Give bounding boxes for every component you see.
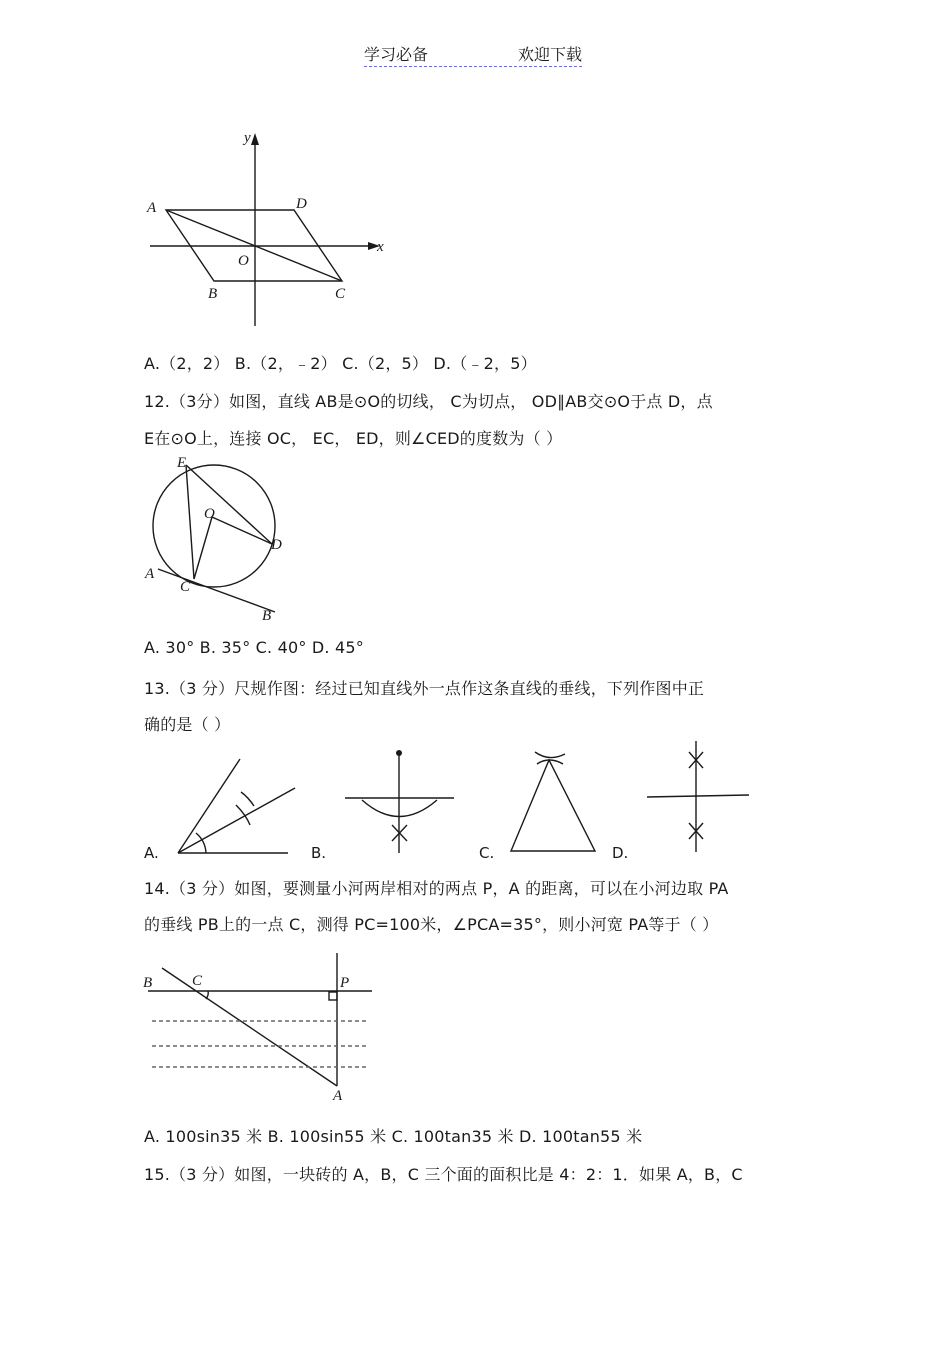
q14-label-p: P [340,975,350,991]
q11-label-a: A [147,200,157,216]
q13-option-a[interactable]: A. [144,844,159,862]
q12-label-a: A [145,566,155,582]
q11-options: A.（2，2） B.（2，﹣2） C.（2，5） D.（﹣2，5） [144,354,537,373]
q14-label-b: B [143,975,153,991]
q13-option-c[interactable]: C. [479,844,495,862]
q12-label-e: E [177,455,187,471]
q11-label-d: D [296,196,307,212]
q13-figure-c [505,748,600,858]
q13-figure-b [342,745,457,857]
q12-label-o: O [204,506,215,522]
header-right: 欢迎下载 [517,45,582,64]
q15-text-line1: 15.（3 分）如图，一块砖的 A，B，C 三个面的面积比是 4：2：1．如果 A，B，C [144,1165,743,1184]
q14-figure [140,948,380,1108]
q12-label-d: D [271,537,282,553]
q13-text-line2: 确的是（ ） [144,715,231,734]
q13-figure-a [170,755,300,860]
q14-label-a: A [333,1088,343,1104]
q14-text-line2: 的垂线 PB上的一点 C，测得 PC=100米，∠PCA=35°，则小河宽 PA等于（ ） [144,915,719,934]
q13-figure-d [643,738,753,858]
header-left: 学习必备 [364,45,429,64]
q14-label-c: C [192,973,203,989]
q13-option-d[interactable]: D. [612,844,629,862]
page-header [364,42,582,67]
q11-label-o: O [238,253,249,269]
q11-label-y: y [244,130,251,146]
q12-options: A. 30° B. 35° C. 40° D. 45° [144,638,364,657]
q13-option-b[interactable]: B. [311,844,327,862]
q12-figure [140,452,300,627]
q11-label-b: B [208,286,218,302]
q11-label-x: x [377,239,384,255]
q11-label-c: C [335,286,346,302]
q12-label-b: B [262,608,272,624]
q14-text-line1: 14.（3 分）如图，要测量小河两岸相对的两点 P，A 的距离，可以在小河边取 PA [144,879,729,898]
q12-label-c: C [180,579,191,595]
q12-text-line1: 12.（3分）如图，直线 AB是⊙O的切线， C为切点， OD∥AB交⊙O于点 D，点 [144,392,713,411]
q11-figure [140,128,390,333]
q13-text-line1: 13.（3 分）尺规作图：经过已知直线外一点作这条直线的垂线，下列作图中正 [144,679,705,698]
q12-text-line2: E在⊙O上，连接 OC， EC， ED，则∠CED的度数为（ ） [144,429,563,448]
q14-options: A. 100sin35 米 B. 100sin55 米 C. 100tan35 米 D. 100tan55 米 [144,1127,643,1146]
